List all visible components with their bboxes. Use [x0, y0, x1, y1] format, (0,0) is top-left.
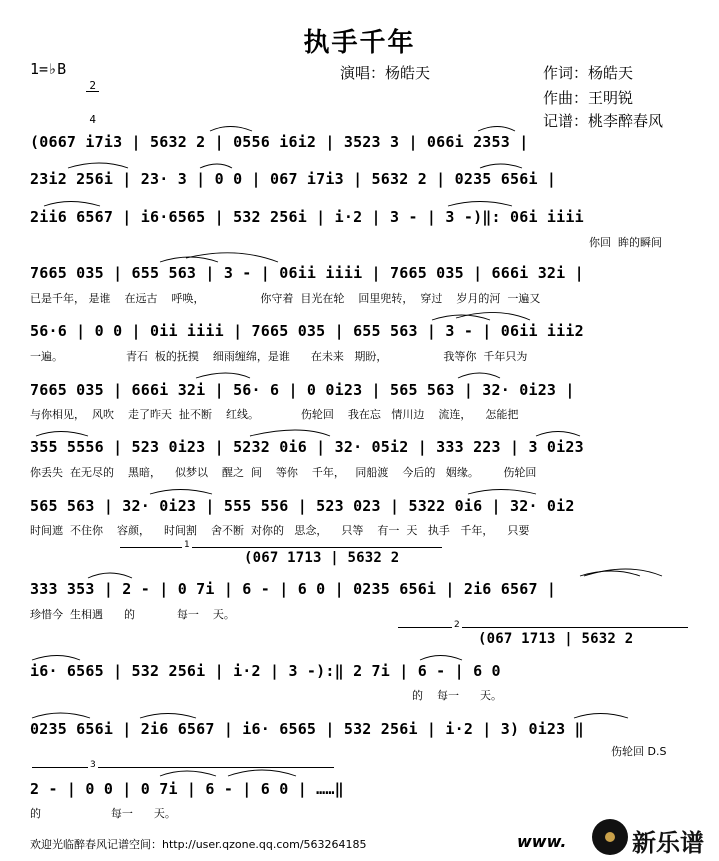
singer-credit: 演唱：杨皓天 [340, 64, 431, 82]
lyric-row-10: 的 每一 天。 [412, 689, 502, 702]
bracket-phrase-2: (067 1713 | 5632 2 [478, 631, 634, 647]
score-row-7: 355 5556 | 523 0i23 | 5232 0i6 | 32· 05i2 | 333 223 | 3 0i23 [30, 438, 584, 456]
page-title: 执手千年 [303, 28, 416, 58]
site-logo [588, 815, 719, 861]
bracket-phrase-1: (067 1713 | 5632 2 [244, 550, 400, 566]
volta-1-number: 1 [184, 540, 190, 550]
transcriber-credit: 记谱：桃李醉春风 [543, 112, 664, 130]
watermark-www: www. [517, 832, 567, 851]
score-row-6: 7665 035 | 666i 32i | 56· 6 | 0 0i23 | 565 563 | 32· 0i23 | [30, 381, 575, 399]
footer-credit: 欢迎光临醉春风记谱空间：http://user.qzone.qq.com/563264185 [30, 838, 367, 851]
volta-3-number: 3 [90, 760, 96, 770]
lyric-row-7: 你丢失 在无尽的 黑暗， 似梦以 醒之 间 等你 千年， 同船渡 今后的 姻缘。 伤轮回 [30, 466, 537, 479]
volta-2-number: 2 [454, 620, 460, 630]
score-row-4: 7665 035 | 655 563 | 3 - | 06ii iiii | 7665 035 | 666i 32i | [30, 264, 584, 282]
score-row-3: 2ii6 6567 | i6·6565 | 532 256i | i·2 | 3 - | 3 -)‖: 06i iiii [30, 208, 584, 226]
lyric-row-11: 伤轮回 D.S [611, 745, 667, 758]
score-row-8: 565 563 | 32· 0i23 | 555 556 | 523 023 | 5322 0i6 | 32· 0i2 [30, 497, 575, 515]
score-row-11: 0235 656i | 2i6 6567 | i6· 6565 | 532 256i | i·2 | 3) 0i23 ‖ [30, 720, 584, 738]
lyric-row-4: 已是千年， 是谁 在远古 呼唤， 你守着 目光在轮 回里兜转， 穿过 岁月的河 一遍又 [30, 292, 541, 305]
time-signature-bottom: 4 [89, 113, 96, 126]
lyricist-credit: 作词：杨皓天 [543, 64, 634, 82]
lyric-row-12: 的 每一 天。 [30, 807, 176, 820]
lyric-row-5: 一遍。 青石 板的抚摸 细雨缠绵，是谁 在未来 期盼， 我等你 千年只为 [30, 350, 528, 363]
score-row-9: 333 353 | 2 - | 0 7i | 6 - | 6 0 | 0235 656i | 2i6 6567 | [30, 580, 557, 598]
composer-credit: 作曲：王明锐 [543, 89, 634, 107]
score-row-1: (0667 i7i3 | 5632 2 | 0556 i6i2 | 3523 3 | 066i 2353 | [30, 133, 529, 151]
lyric-row-3: 你回 眸的瞬间 [589, 236, 662, 249]
score-row-12: 2 - | 0 0 | 0 7i | 6 - | 6 0 | ……‖ [30, 780, 344, 798]
key-signature: 1=♭B [30, 60, 67, 78]
logo-text: 新乐谱 [632, 829, 704, 857]
lyric-row-8: 时间遮 不住你 容颜， 时间割 舍不断 对你的 思念， 只等 有一 天 执手 千年， 只要 [30, 524, 530, 537]
lyric-row-6: 与你相见， 风吹 走了昨天 扯不断 红线。 伤轮回 我在忘 情川边 流连， 怎能把 [30, 408, 519, 421]
score-row-2: 23i2 256i | 23· 3 | 0 0 | 067 i7i3 | 5632 2 | 0235 656i | [30, 170, 557, 188]
vinyl-record-icon [592, 819, 628, 855]
lyric-row-9: 珍惜今 生相遇 的 每一 天。 [30, 608, 235, 621]
score-row-5: 56·6 | 0 0 | 0ii iiii | 7665 035 | 655 563 | 3 - | 06ii iii2 [30, 322, 584, 340]
time-signature-top: 2 [86, 80, 99, 92]
score-row-10: i6· 6565 | 532 256i | i·2 | 3 -):‖ 2 7i | 6 - | 6 0 [30, 662, 501, 680]
